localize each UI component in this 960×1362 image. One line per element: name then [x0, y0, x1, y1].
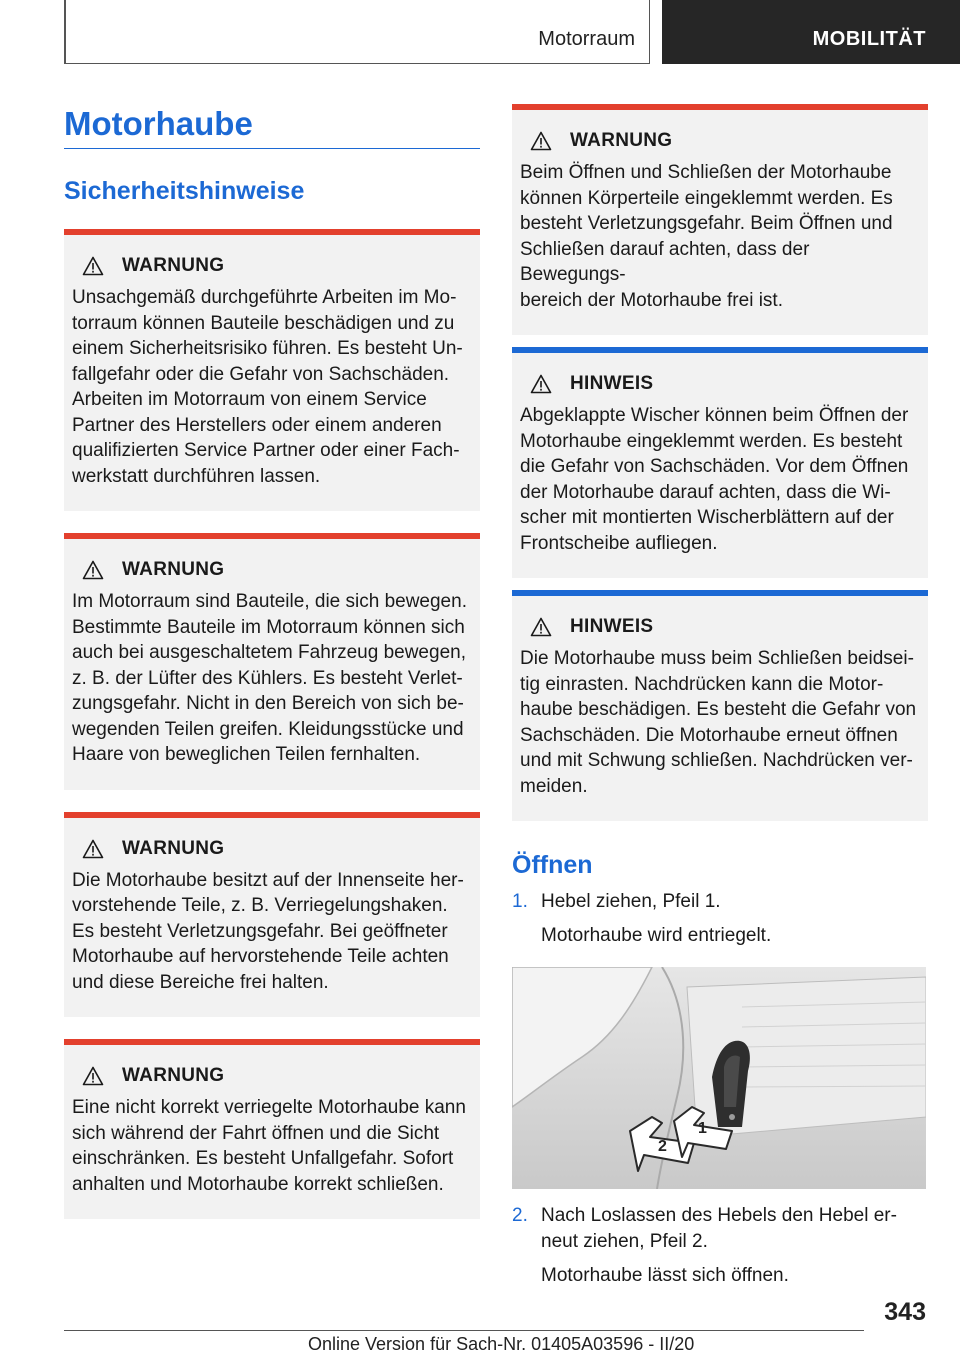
header-section-tab: [64, 0, 650, 64]
step-1: [512, 889, 928, 915]
step-number: 2.: [512, 1205, 528, 1226]
warning-triangle-icon: [82, 1066, 104, 1086]
step-number: 1.: [512, 891, 528, 912]
hint-box: [512, 347, 928, 578]
step-text: Nach Loslassen des Hebels den Hebel er- neut ziehen, Pfeil 2.: [541, 1205, 897, 1252]
notice-label: HINWEIS: [570, 616, 654, 637]
notice-label: HINWEIS: [570, 373, 654, 394]
warning-box: [512, 104, 928, 335]
warning-triangle-icon: [82, 560, 104, 580]
page-number: 343: [884, 1298, 926, 1326]
header-chapter-tab: [662, 0, 960, 64]
notice-label: WARNUNG: [122, 1065, 225, 1086]
step-result: Motorhaube wird entriegelt.: [541, 925, 772, 946]
notice-text: Abgeklappte Wischer können beim Öffnen der Motorhaube eingeklemmt werden. Es besteht die Gefahr von Sachschäden. Vor dem Öffnen der Motorhaube darauf achten, dass die Wi- scher mit montierten Wischerblättern auf der Frontscheibe aufliegen.: [520, 405, 909, 554]
footwell-lever-drawing: [512, 967, 926, 1189]
warning-triangle-icon: [82, 256, 104, 276]
section-title-safety: Sicherheitshinweise: [64, 177, 305, 205]
title-divider: [64, 148, 480, 149]
footer-divider: [64, 1330, 864, 1331]
warning-box: [64, 1039, 480, 1219]
section-title-opening: Öffnen: [512, 851, 593, 879]
warning-box: [64, 229, 480, 511]
step-text: Hebel ziehen, Pfeil 1.: [541, 891, 721, 912]
warning-triangle-icon: [530, 374, 552, 394]
notice-label: WARNUNG: [122, 255, 225, 276]
notice-label: WARNUNG: [122, 559, 225, 580]
notice-label: WARNUNG: [122, 837, 225, 859]
right-column: [512, 104, 928, 1289]
header-chapter-label: MOBILITÄT: [812, 28, 926, 50]
hood-release-illustration: [512, 967, 926, 1189]
notice-label: WARNUNG: [570, 130, 673, 151]
hint-box: [512, 590, 928, 821]
notice-text: Die Motorhaube muss beim Schließen beidsei- tig einrasten. Nachdrücken kann die Motor- haube beschädigen. Es besteht die Gefahr von Sachschäden. Die Motorhaube erneut öffnen und mit Schwung schließen. Nachdrücken ver- meiden.: [520, 648, 917, 797]
notice-text: Die Motorhaube besitzt auf der Innenseite her- vorstehende Teile, z. B. Verriegelungshaken. Es besteht Verletzungsgefahr. Bei geöffneter Motorhaube auf hervorstehende Teile achten und diese Bereiche frei halten.: [72, 869, 464, 993]
header-section-label: Motorraum: [538, 28, 635, 50]
step-2: [512, 1203, 928, 1255]
notice-text: Im Motorraum sind Bauteile, die sich bewegen. Bestimmte Bauteile im Motorraum können sich auch bei ausgeschaltetem Fahrzeug bewegen, z. B. der Lüfter des Kühlers. Es besteht Verlet- zungsgefahr. Nicht in den Bereich von sich be- wegenden Teilen greifen. Kleidungsstücke und Haare von beweglichen Teilen fernhalten.: [72, 591, 467, 765]
warning-triangle-icon: [530, 617, 552, 637]
notice-text: Eine nicht korrekt verriegelte Motorhaube kann sich während der Fahrt öffnen und die Sicht einschränken. Es besteht Unfallgefahr. Sofort anhalten und Motorhaube korrekt schließen.: [72, 1097, 466, 1195]
warning-box: [64, 533, 480, 790]
notice-text: Beim Öffnen und Schließen der Motorhaube können Körperteile eingeklemmt werden. Es besteht Verletzungsgefahr. Beim Öffnen und Schließen darauf achten, dass der Bewegungs- bereich der Motorhaube frei ist.: [520, 162, 893, 311]
page-title: Motorhaube: [64, 105, 253, 142]
warning-triangle-icon: [82, 839, 104, 859]
warning-triangle-icon: [530, 131, 552, 151]
footer-version-text: Online Version für Sach-Nr. 01405A03596 - II/20: [308, 1334, 695, 1354]
warning-box: [64, 812, 480, 1018]
left-column: [64, 104, 480, 1219]
step-result: Motorhaube lässt sich öffnen.: [541, 1265, 789, 1286]
arrow-2-label: 2: [658, 1138, 667, 1155]
arrow-1-label: 1: [698, 1120, 707, 1137]
notice-text: Unsachgemäß durchgeführte Arbeiten im Mo- torraum können Bauteile beschädigen und zu einem Sicherheitsrisiko führen. Es besteht Un- fallgefahr oder die Gefahr von Sachschäden. Arbeiten im Motorraum von einem Service Partner des Herstellers oder einem anderen qualifizierten Service Partner oder einer Fach- werkstatt durchführen lassen.: [72, 287, 463, 487]
